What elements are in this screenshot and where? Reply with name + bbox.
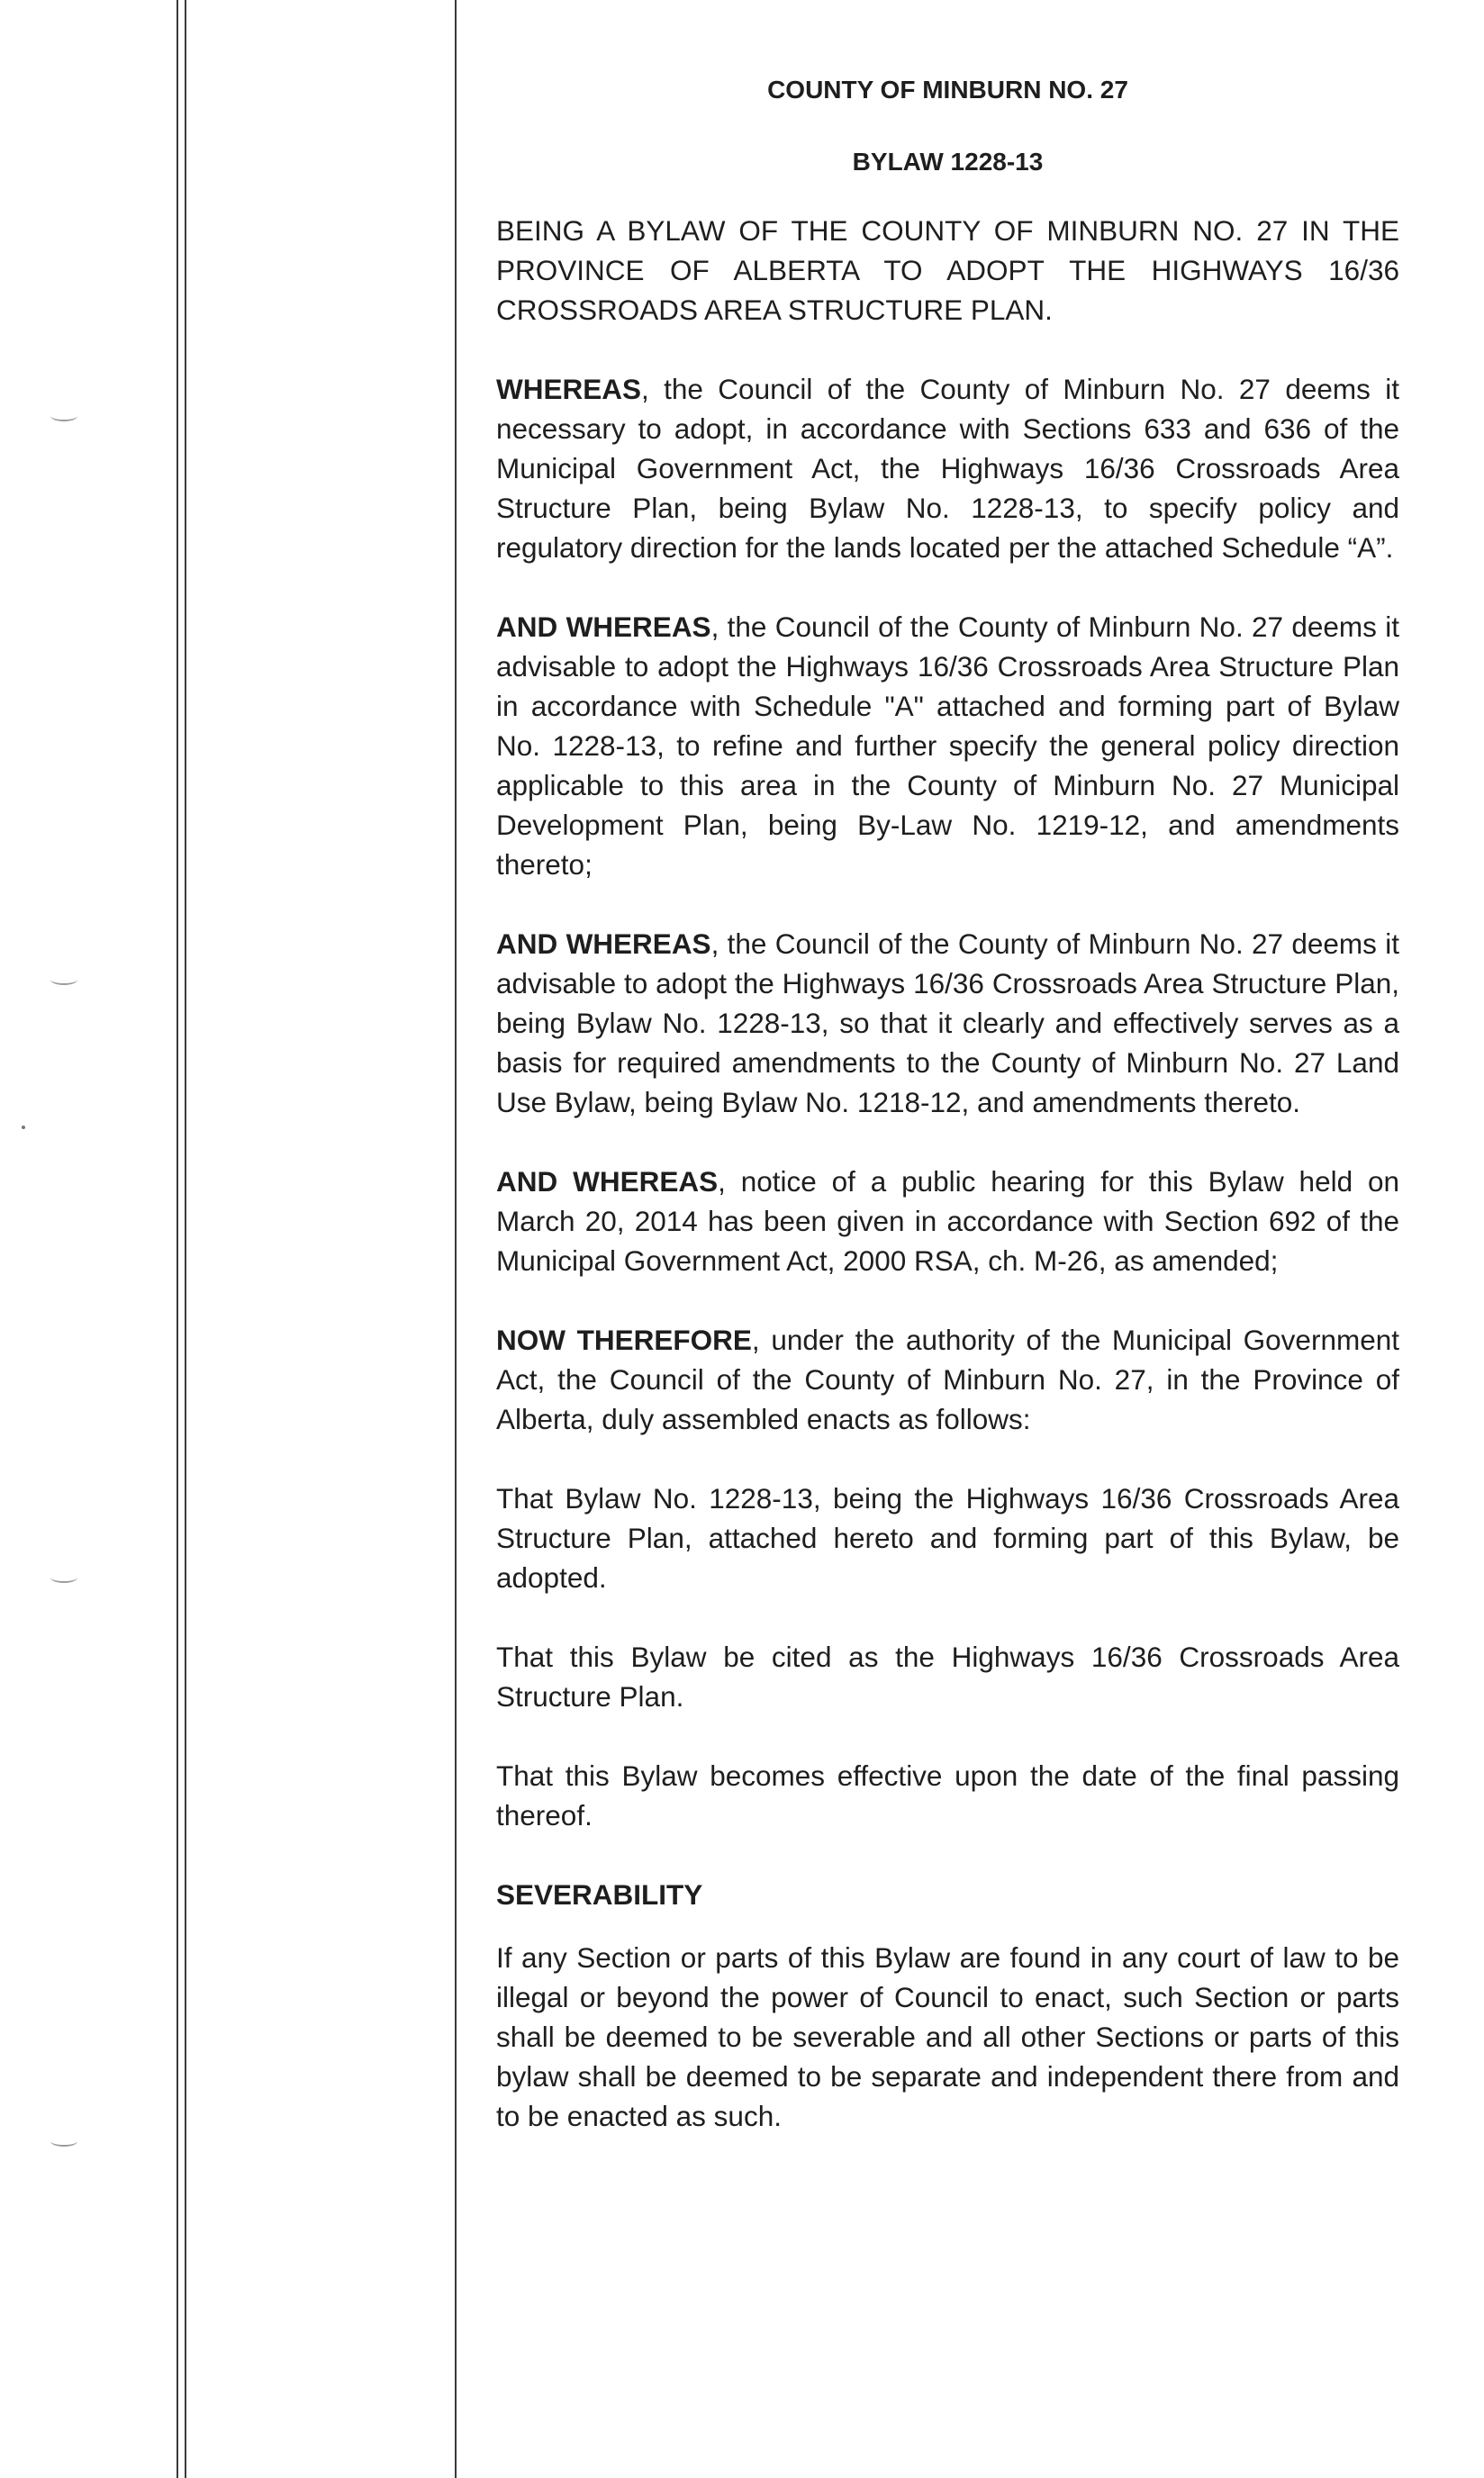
margin-rule-outer xyxy=(176,0,178,2478)
bylaw-number: BYLAW 1228-13 xyxy=(852,148,1044,176)
enactment-paragraph: That this Bylaw be cited as the Highways 16/36 Crossroads Area Structure Plan. xyxy=(496,1641,1399,1713)
recital-text: , the Council of the County of Minburn No. 27 deems it advisable to adopt the Highways 16/36 Crossroads Area Structure Plan in accordance with Schedule "A" attached and forming part of Bylaw No. 1228-13, to refine and further specify the general policy direction applicable to this area in the County of Minburn No. 27 Municipal Development Plan, being By-Law No. 1219-12, and amendments thereto; xyxy=(496,610,1399,881)
punch-hole-mark xyxy=(50,974,77,985)
severability-heading: SEVERABILITY xyxy=(496,1878,703,1911)
recital-lead: WHEREAS xyxy=(496,373,642,405)
scan-speck xyxy=(22,1126,25,1129)
margin-rule-inner xyxy=(185,0,186,2478)
recital-lead: AND WHEREAS xyxy=(496,610,711,643)
punch-hole-mark xyxy=(50,2136,77,2147)
recital-lead: NOW THEREFORE xyxy=(496,1324,752,1356)
recital-text: , the Council of the County of Minburn No. 27 deems it necessary to adopt, in accordance with Sections 633 and 636 of the Municipal Government Act, the Highways 16/36 Crossroads Area Structure Plan, being Bylaw No. 1228-13, to specify policy and regulatory direction for the lands located per the attached Schedule “A”. xyxy=(496,373,1399,564)
enactment-paragraph: That this Bylaw becomes effective upon the date of the final passing thereof. xyxy=(496,1759,1399,1831)
bylaw-document xyxy=(496,70,1399,2175)
severability-paragraph: If any Section or parts of this Bylaw are found in any court of law to be illegal or beyond the power of Council to enact, such Section or parts shall be deemed to be severable and all other Sections or parts of this bylaw shall be deemed to be separate and independent there from and to be enacted as such. xyxy=(496,1941,1399,2132)
recital-paragraph xyxy=(496,607,1399,884)
recital-lead: AND WHEREAS xyxy=(496,1165,719,1198)
enactment-paragraph: That Bylaw No. 1228-13, being the Highways 16/36 Crossroads Area Structure Plan, attached hereto and forming part of this Bylaw, be adopted. xyxy=(496,1482,1399,1594)
recital-text: , notice of a public hearing for this Bylaw held on March 20, 2014 has been given in accordance with Section 692 of the Municipal Government Act, 2000 RSA, ch. M-26, as amended; xyxy=(496,1165,1399,1277)
recital-paragraph xyxy=(496,369,1399,567)
document-heading: COUNTY OF MINBURN NO. 27 xyxy=(767,76,1128,104)
recital-paragraph xyxy=(496,1162,1399,1280)
enacting-clause xyxy=(496,1320,1399,1439)
recital-lead: AND WHEREAS xyxy=(496,927,711,960)
punch-hole-mark xyxy=(50,411,77,421)
recital-text: , under the authority of the Municipal Government Act, the Council of the County of Minburn No. 27, in the Province of Alberta, duly assembled enacts as follows: xyxy=(496,1324,1399,1435)
margin-rule-text xyxy=(455,0,457,2478)
title-paragraph: BEING A BYLAW OF THE COUNTY OF MINBURN NO. 27 IN THE PROVINCE OF ALBERTA TO ADOPT THE HIGHWAYS 16/36 CROSSROADS AREA STRUCTURE PLAN. xyxy=(496,214,1399,326)
recital-text: , the Council of the County of Minburn No. 27 deems it advisable to adopt the Highways 16/36 Crossroads Area Structure Plan, being Bylaw No. 1228-13, so that it clearly and effectively serves as a basis for required amendments to the County of Minburn No. 27 Land Use Bylaw, being Bylaw No. 1218-12, and amendments thereto. xyxy=(496,927,1399,1118)
punch-hole-mark xyxy=(50,1572,77,1583)
recital-paragraph xyxy=(496,924,1399,1122)
